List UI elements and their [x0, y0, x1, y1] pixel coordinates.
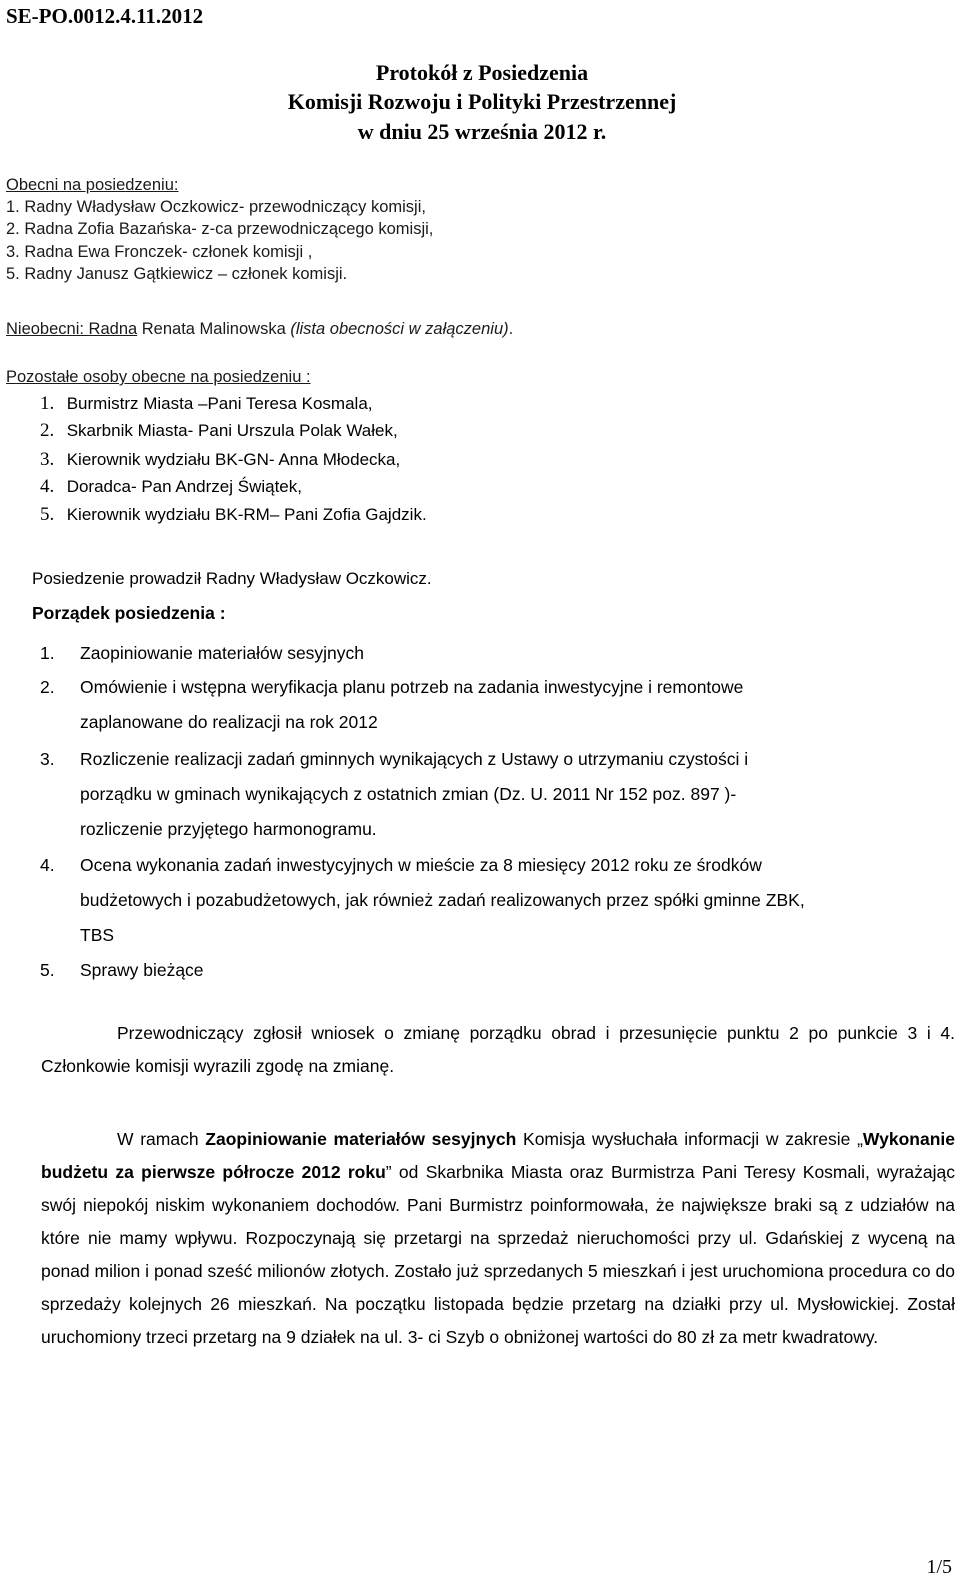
agenda-item-3-line-1: Rozliczenie realizacji zadań gminnych wynikających z Ustawy o utrzymaniu czystości i	[80, 749, 749, 769]
agenda-item-1-num: 1.	[40, 643, 55, 663]
agenda-item-3-line-3: rozliczenie przyjętego harmonogramu.	[80, 819, 377, 839]
page-number: 1/5	[926, 1556, 952, 1578]
paragraph-agenda-change-text: Przewodniczący zgłosił wniosek o zmianę porządku obrad i przesunięcie punktu 2 po punkcie 3 i 4. Członkowie komisji wyrazili zgodę na zmianę.	[41, 1023, 955, 1076]
absent-line	[6, 320, 513, 339]
others-item-text: Burmistrz Miasta –Pani Teresa Kosmala,	[66, 394, 373, 413]
present-item-1: 1. Radny Władysław Oczkowicz- przewodniczący komisji,	[6, 198, 426, 216]
paragraph-bold-budget-title: Wykonanie budżetu za pierwsze półrocze 2012 roku	[41, 1129, 955, 1182]
agenda-item-4-num: 4.	[40, 855, 55, 875]
others-item-2	[40, 420, 398, 442]
others-item-num: 1.	[40, 393, 55, 414]
agenda-item-2-line-2: zaplanowane do realizacji na rok 2012	[80, 712, 378, 732]
others-item-1	[40, 393, 373, 415]
present-label: Obecni na posiedzeniu:	[6, 176, 179, 194]
document-id: SE-PO.0012.4.11.2012	[6, 4, 204, 28]
others-item-4	[40, 476, 302, 498]
absent-label: Nieobecni: Radna	[6, 320, 138, 338]
others-item-text: Kierownik wydziału BK-RM– Pani Zofia Gajdzik.	[66, 505, 427, 524]
present-item-2: 2. Radna Zofia Bazańska- z-ca przewodniczącego komisji,	[6, 220, 434, 238]
others-item-5	[40, 504, 427, 526]
paragraph-budget-report	[41, 1123, 955, 1354]
present-item-4: 5. Radny Janusz Gątkiewicz – członek komisji.	[6, 265, 348, 283]
others-item-num: 4.	[40, 476, 55, 497]
page-title-line-3: w dniu 25 września 2012 r.	[357, 119, 607, 144]
agenda-item-3-num: 3.	[40, 749, 55, 769]
others-label: Pozostałe osoby obecne na posiedzeniu :	[6, 368, 311, 386]
page-title-line-1: Protokół z Posiedzenia	[375, 60, 589, 85]
agenda-item-2-num: 2.	[40, 677, 55, 697]
page-title-line-2: Komisji Rozwoju i Polityki Przestrzennej	[287, 89, 677, 114]
others-item-num: 3.	[40, 449, 55, 470]
agenda-item-4-line-1: Ocena wykonania zadań inwestycyjnych w mieście za 8 miesięcy 2012 roku ze środków	[80, 855, 762, 875]
chair-statement: Posiedzenie prowadził Radny Władysław Oczkowicz.	[32, 569, 432, 588]
agenda-item-2-line-1: Omówienie i wstępna weryfikacja planu potrzeb na zadania inwestycyjne i remontowe	[80, 677, 744, 697]
agenda-item-5-text: Sprawy bieżące	[80, 960, 204, 980]
agenda-item-1-text: Zaopiniowanie materiałów sesyjnych	[80, 643, 365, 663]
absent-note: (lista obecności w załączeniu)	[290, 320, 509, 338]
others-item-text: Doradca- Pan Andrzej Świątek,	[66, 477, 302, 496]
agenda-item-4-line-3: TBS	[80, 925, 115, 945]
present-item-3: 3. Radna Ewa Fronczek- członek komisji ,	[6, 243, 313, 261]
paragraph-text-part-3: ” od Skarbnika Miasta oraz Burmistrza Pani Teresy Kosmali, wyrażając swój niepokój niskim wykonaniem dochodów. Pani Burmistrz poinformowała, że największe braki są z udziałów na które nie mamy wpływu. Rozpoczynają się przetargi na sprzedaż nieruchomości przy ul. Gdańskiej z wyceną na ponad milion i ponad sześć milionów złotych. Zostało już sprzedanych 5 mieszkań i jest uruchomiona procedura co do sprzedaży kolejnych 26 mieszkań. Na początku listopada będzie przetarg na działki przy ul. Mysłowickiej. Został uruchomiony trzeci przetarg na 9 działek na ul. 3- ci Szyb o obniżonej wartości do 80 zł za metr kwadratowy.	[41, 1162, 955, 1347]
others-item-3	[40, 449, 400, 471]
paragraph-text-part-1: W ramach	[117, 1129, 199, 1149]
paragraph-agenda-change	[41, 1017, 955, 1083]
paragraph-text-part-2: Komisja wysłuchała informacji w zakresie „	[523, 1129, 863, 1149]
agenda-item-5-num: 5.	[40, 960, 55, 980]
others-item-text: Skarbnik Miasta- Pani Urszula Polak Wałek,	[66, 421, 398, 440]
others-item-text: Kierownik wydziału BK-GN- Anna Młodecka,	[66, 450, 401, 469]
agenda-label: Porządek posiedzenia :	[32, 603, 226, 623]
absent-tail: .	[508, 320, 514, 338]
others-item-num: 2.	[40, 420, 55, 441]
agenda-item-3-line-2: porządku w gminach wynikających z ostatnich zmian (Dz. U. 2011 Nr 152 poz. 897 )-	[80, 784, 737, 804]
agenda-item-4-line-2: budżetowych i pozabudżetowych, jak również zadań realizowanych przez spółki gminne ZBK,	[80, 890, 805, 910]
others-item-num: 5.	[40, 504, 55, 525]
paragraph-bold-agenda-item: Zaopiniowanie materiałów sesyjnych	[205, 1129, 517, 1149]
absent-name: Renata Malinowska	[141, 320, 286, 338]
